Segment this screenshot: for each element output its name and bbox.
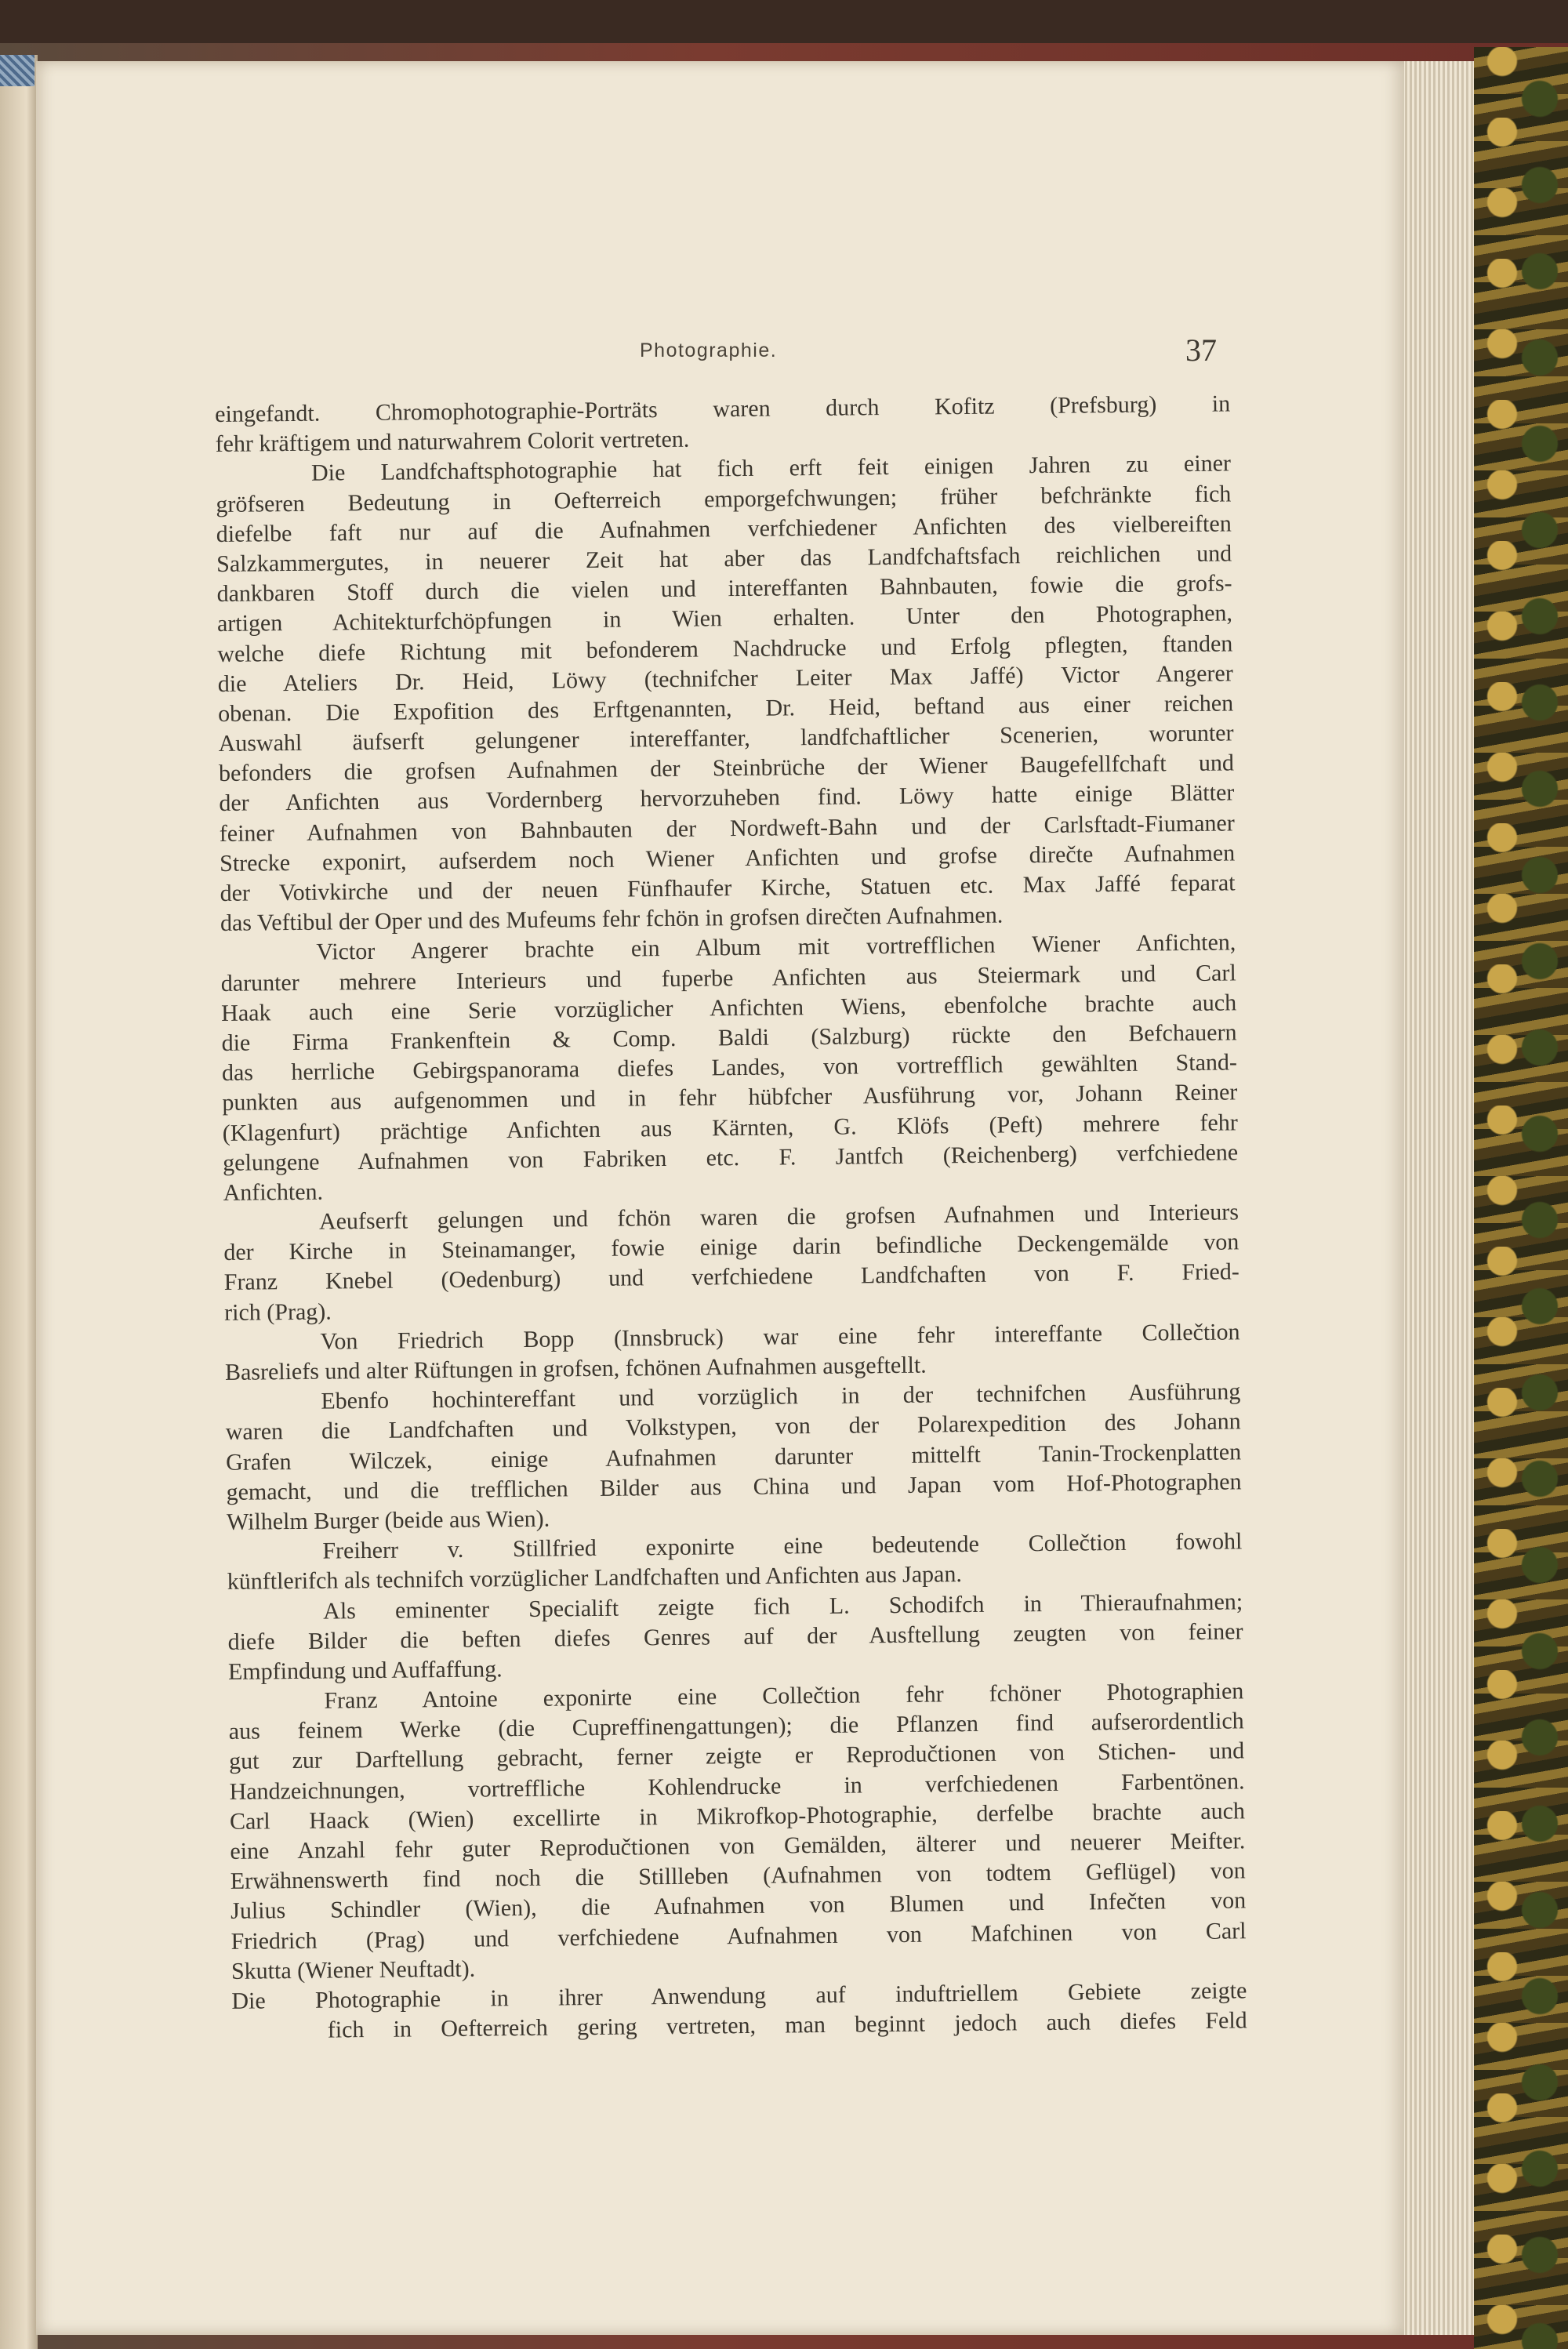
running-head-title: Photographie. (640, 339, 778, 361)
text-line: Die Landfchaftsphotographie hat fich erft feit einigen Jahren zu einer (310, 450, 1232, 487)
text-line: Strecke exponirt, aufserdem noch Wiener Anfichten und grofse direčte Aufnahmen (220, 840, 1236, 877)
text-line: artigen Achitekturfchöpfungen in Wien erhalten. Unter den Photographen, (216, 600, 1233, 637)
text-line: Grafen Wilczek, einige Aufnahmen darunter mittelft Tanin-Trockenplatten (226, 1438, 1242, 1476)
text-line: gemacht, und die trefflichen Bilder aus China und Japan vom Hof-Photographen (226, 1469, 1242, 1505)
text-line: eingefandt. Chromophotographie-Porträts waren durch Kofitz (Prefsburg) in (215, 390, 1231, 427)
text-line: darunter mehrere Interieurs und fuperbe Anfichten aus Steiermark und Carl (220, 959, 1236, 997)
text-line: Die Photographie in ihrer Anwendung auf induftriellem Gebiete zeigte (231, 1977, 1247, 2014)
text-line: Anfichten. (223, 1178, 324, 1206)
text-line: Empfindung und Auffaffung. (227, 1656, 503, 1685)
running-head (546, 332, 1251, 371)
text-line: welche diefe Richtung mit befonderem Nachdrucke und Erfolg pflegten, ftanden (217, 630, 1233, 667)
page-number: 37 (1185, 332, 1217, 368)
text-line: aus feinem Werke (die Cupreffinengattungen); die Pflanzen find aufserordentlich (228, 1708, 1244, 1745)
text-line: das Veftibul der Oper und des Mufeums fehr fchön in grofsen direčten Aufnahmen. (220, 902, 1004, 937)
text-line: Aeufserft gelungen und fchön waren die grofsen Aufnahmen und Interieurs (318, 1199, 1240, 1235)
text-line: Basreliefs und alter Rüftungen in grofsen, fchönen Aufnahmen ausgeftellt. (224, 1352, 927, 1385)
text-line: feiner Aufnahmen von Bahnbauten der Nordweft-Bahn und der Carlsftadt-Fiumaner (219, 810, 1235, 847)
text-line: Handzeichnungen, vortreffliche Kohlendrucke in verfchiedenen Farbentönen. (229, 1767, 1245, 1805)
text-line: Franz Antoine exponirte eine Collečtion fehr fchöner Photographien (324, 1678, 1244, 1714)
text-line: Skutta (Wiener Neuftadt). (230, 1955, 476, 1984)
text-line: Ebenfo hochintereffant und vorzüglich in der technifchen Ausführung (321, 1378, 1241, 1414)
text-line: Friedrich (Prag) und verfchiedene Aufnahmen von Mafchinen von Carl (230, 1917, 1247, 1955)
text-line: obenan. Die Expofition des Erftgenannten, Dr. Heid, beftand aus einer reichen (218, 690, 1234, 727)
text-line: Erwähnenswerth find noch die Stillleben (Aufnahmen von todtem Geflügel) von (230, 1857, 1246, 1895)
text-line: die Firma Frankenftein & Comp. Baldi (Salzburg) rückte den Befchauern (221, 1019, 1237, 1056)
text-line: eine Anzahl fehr guter Reprodučtionen von Gemälden, älterer und neuerer Meifter. (230, 1828, 1246, 1864)
text-line: fehr kräftigem und naturwahrem Colorit vertreten. (215, 426, 690, 458)
text-line: punkten aus aufgenommen und in fehr hübfcher Ausführung vor, Johann Reiner (222, 1079, 1238, 1116)
left-page-edge (0, 55, 38, 2349)
text-line: rich (Prag). (224, 1298, 332, 1326)
text-line: Von Friedrich Bopp (Innsbruck) war eine fehr intereffante Collečtion (320, 1319, 1240, 1355)
text-line: (Klagenfurt) prächtige Anfichten aus Kärnten, G. Klöfs (Peft) mehrere fehr (222, 1109, 1238, 1146)
body-text (215, 389, 1247, 2046)
text-line: diefelbe faft nur auf die Aufnahmen verfchiedener Anfichten des vielbereiften (216, 510, 1232, 547)
text-line: Wilhelm Burger (beide aus Wien). (226, 1505, 550, 1535)
text-line: waren die Landfchaften und Volkstypen, von der Polarexpedition des Johann (225, 1408, 1241, 1446)
text-line: künftlerifch als technifch vorzüglicher Landfchaften und Anfichten aus Japan. (227, 1561, 963, 1596)
text-line: Salzkammergutes, in neuerer Zeit hat aber das Landfchaftsfach reichlichen und (216, 540, 1232, 577)
text-line: der Votivkirche und der neuen Fünfhaufer Kirche, Statuen etc. Max Jaffé feparat (220, 870, 1236, 906)
text-line: befonders die grofsen Aufnahmen der Steinbrüche der Wiener Baugefellfchaft und (218, 750, 1235, 787)
text-line: fich in Oefterreich gering vertreten, man beginnt jedoch auch diefes Feld (327, 2007, 1247, 2043)
text-line: Franz Knebel (Oedenburg) und verfchiedene Landfchaften von F. Fried- (223, 1258, 1240, 1296)
text-line: gröfseren Bedeutung in Oefterreich emporgefchwungen; früher befchränkte fich (216, 480, 1232, 517)
text-line: Freiherr v. Stillfried exponirte eine bedeutende Collečtion fowohl (322, 1528, 1243, 1564)
text-line: diefe Bilder die beften diefes Genres auf der Ausftellung zeugten von feiner (227, 1618, 1243, 1655)
text-line: gut zur Darftellung gebracht, ferner zeigte er Reprodučtionen von Stichen- und (229, 1737, 1245, 1775)
text-line: gelungene Aufnahmen von Fabriken etc. F. Jantfch (Reichenberg) verfchiedene (223, 1139, 1239, 1176)
text-line: die Ateliers Dr. Heid, Löwy (technifcher Leiter Max Jaffé) Victor Angerer (217, 660, 1233, 697)
text-line: der Kirche in Steinamanger, fowie einige darin befindliche Deckengemälde von (223, 1229, 1240, 1266)
text-line: Haak auch eine Serie vorzüglicher Anfichten Wiens, ebenfolche brachte auch (221, 989, 1237, 1026)
text-line: dankbaren Stoff durch die vielen und intereffanten Bahnbauten, fowie die grofs- (216, 570, 1232, 608)
text-line: Carl Haack (Wien) excellirte in Mikrofkop-Photographie, derfelbe brachte auch (229, 1798, 1246, 1835)
text-line: Als eminenter Specialift zeigte fich L. Schodifch in Thieraufnahmen; (323, 1588, 1243, 1625)
text-line: Auswahl äufserft gelungener intereffanter, landfchaftlicher Scenerien, worunter (218, 720, 1234, 757)
binding-cloth (0, 55, 34, 86)
marbled-endpaper (1474, 47, 1568, 2349)
book-page (36, 61, 1404, 2335)
text-line: Julius Schindler (Wien), die Aufnahmen von Blumen und Infečten von (230, 1887, 1247, 1925)
text-line: der Anfichten aus Vordernberg hervorzuheben find. Löwy hatte einige Blätter (219, 779, 1235, 817)
text-line: das herrliche Gebirgspanorama diefes Landes, von vortrefflich gewählten Stand- (221, 1049, 1238, 1087)
text-line: Victor Angerer brachte ein Album mit vortrefflichen Wiener Anfichten, (316, 929, 1236, 966)
page-stack-edge (1396, 61, 1474, 2335)
